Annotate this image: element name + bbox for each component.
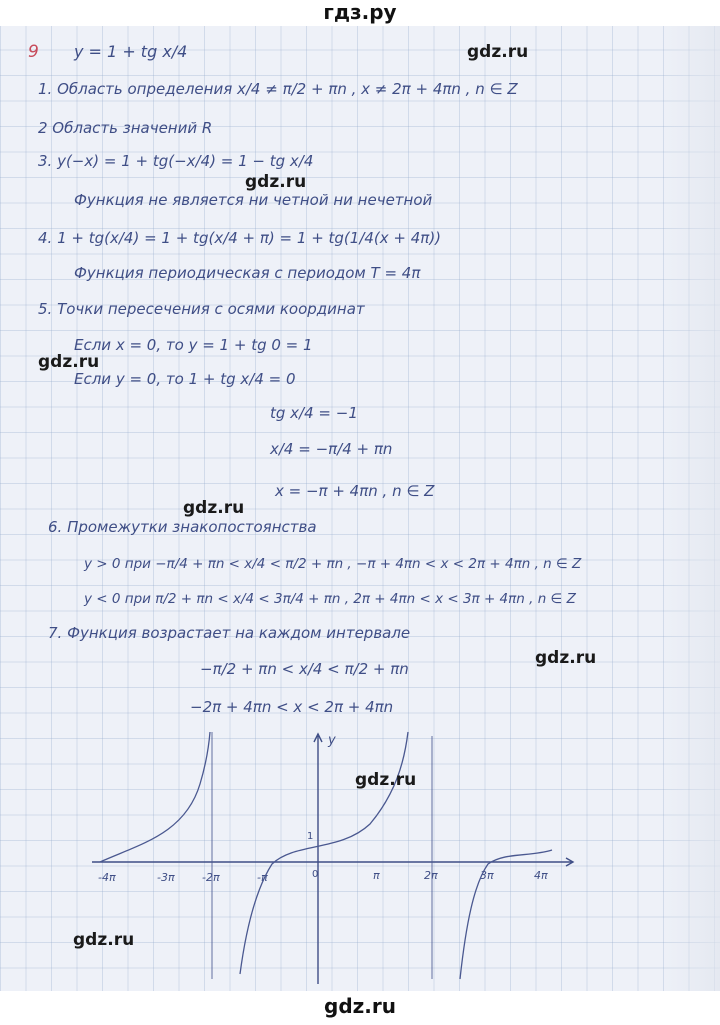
line-increasing-x: −2π + 4πn < x < 2π + 4πn [190,698,394,716]
line-intersections: 5. Точки пересечения с осями координат [38,300,365,318]
watermark: gdz.ru [467,42,529,62]
line-sign-intervals: 6. Промежутки знакопостоянства [48,518,317,536]
tick-label: π [373,869,380,882]
curve-branch-left [100,732,210,862]
ticks [98,869,548,884]
line-intersection-x: Если y = 0, то 1 + tg x/4 = 0 [74,370,296,388]
tick-label: -π [257,871,268,884]
line-tan-equation: tg x/4 = −1 [270,404,358,422]
watermark: gdz.ru [535,648,597,668]
line-increasing-angle: −π/2 + πn < x/4 < π/2 + πn [200,660,409,678]
watermark: gdz.ru [38,352,100,372]
function-definition: y = 1 + tg x/4 [74,42,188,61]
site-footer: gdz.ru [0,991,720,1025]
line-period-conclusion: Функция периодическая с периодом T = 4π [74,264,421,282]
curve-branch-middle [240,732,408,974]
tick-label: 4π [534,869,548,882]
line-parity: 3. y(−x) = 1 + tg(−x/4) = 1 − tg x/4 [38,152,314,170]
tick-label: -3π [157,871,175,884]
line-negative-interval: y < 0 при π/2 + πn < x/4 < 3π/4 + πn , 2π + 4πn < x < 3π + 4πn , n ∈ Z [84,591,576,607]
line-parity-conclusion: Функция не является ни четной ни нечетной [74,191,433,209]
tick-label: -2π [202,871,220,884]
line-domain: 1. Область определения x/4 ≠ π/2 + πn , x ≠ 2π + 4πn , n ∈ Z [38,80,518,98]
y-axis-label: y [328,733,336,748]
watermark: gdz.ru [355,770,417,790]
function-graph [0,24,720,994]
tick-label: -4π [98,871,116,884]
line-range: 2 Область значений R [38,119,213,137]
tick-label: 2π [424,869,438,882]
line-period: 4. 1 + tg(x/4) = 1 + tg(x/4 + π) = 1 + tg(1/4(x + 4π)) [38,229,442,247]
line-monotonicity: 7. Функция возрастает на каждом интервале [48,624,411,642]
line-positive-interval: y > 0 при −π/4 + πn < x/4 < π/2 + πn , −π + 4πn < x < 2π + 4πn , n ∈ Z [84,556,582,572]
task-number: 9 [28,42,39,62]
origin-label: 0 [312,869,319,880]
line-intersection-y: Если x = 0, то y = 1 + tg 0 = 1 [74,336,313,354]
one-label: 1 [307,831,314,842]
notebook-page [0,24,720,994]
tangent-branches [100,732,552,979]
watermark: gdz.ru [183,498,245,518]
watermark: gdz.ru [73,930,135,950]
site-header: гдз.ру [0,0,720,26]
tick-label: 3π [480,869,494,882]
line-zeros: x = −π + 4πn , n ∈ Z [275,482,435,500]
watermark: gdz.ru [245,172,307,192]
line-angle-equation: x/4 = −π/4 + πn [270,440,393,458]
